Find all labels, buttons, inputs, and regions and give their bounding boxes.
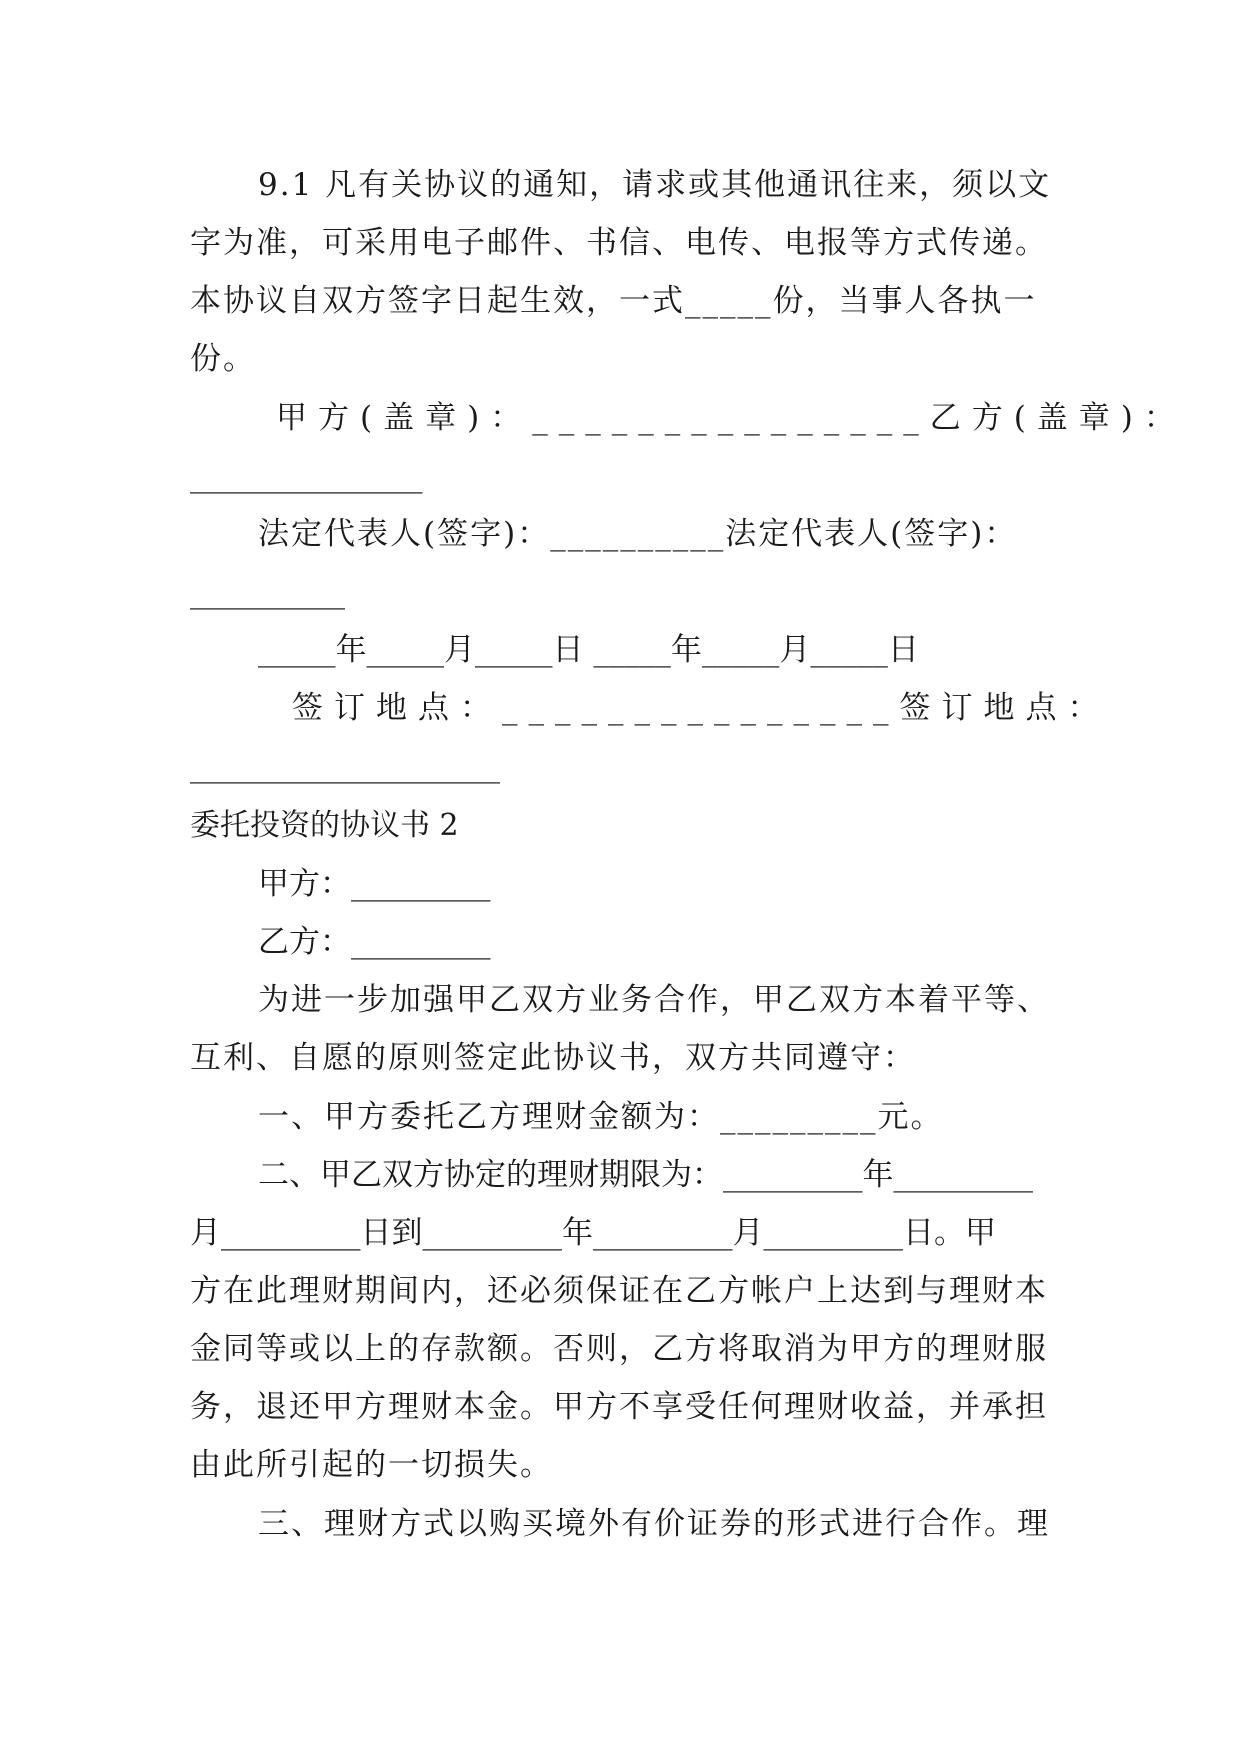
para-9-1-line-4: 份。: [190, 341, 256, 377]
intro-line-1: 为进一步加强甲乙双方业务合作，甲乙双方本着平等、: [258, 982, 1050, 1018]
date-line: _____年_____月_____日 _____年_____月_____日: [258, 632, 919, 668]
clause-1: 一、甲方委托乙方理财金额为：_________元。: [258, 1099, 944, 1135]
party-b-line: 乙方：_________: [258, 924, 491, 960]
clause-2-line-3: 方在此理财期间内，还必须保证在乙方帐户上达到与理财本: [190, 1273, 1048, 1309]
clause-3-line-1: 三、理财方式以购买境外有价证券的形式进行合作。理: [258, 1506, 1050, 1542]
seal-line-continuation: _______________: [190, 458, 423, 494]
para-9-1-line-2: 字为准，可采用电子邮件、书信、电传、电报等方式传递。: [190, 225, 1048, 261]
clause-2-line-1: 二、甲乙双方协定的理财期限为：_________年_________: [258, 1157, 1033, 1193]
para-9-1-line-3: 本协议自双方签字日起生效，一式_____份，当事人各执一: [190, 283, 1037, 319]
clause-2-line-2: 月_________日到_________年_________月_________日。甲: [190, 1215, 996, 1251]
clause-2-line-5: 务，退还甲方理财本金。甲方不享受任何理财收益，并承担: [190, 1389, 1048, 1425]
signing-place-line: 签订地点：_______________签订地点：: [292, 690, 1110, 726]
clause-2-line-4: 金同等或以上的存款额。否则，乙方将取消为甲方的理财服: [190, 1331, 1048, 1367]
intro-line-2: 互利、自愿的原则签定此协议书，双方共同遵守：: [190, 1040, 916, 1076]
signing-place-continuation: ____________________: [190, 748, 500, 784]
para-9-1-line-1: 9.1 凡有关协议的通知，请求或其他通讯往来，须以文: [258, 167, 1052, 203]
representative-line: 法定代表人(签字)：__________法定代表人(签字)：: [258, 516, 1018, 552]
seal-line: 甲方(盖章)：_______________乙方(盖章)：: [276, 400, 1186, 436]
clause-2-line-6: 由此所引起的一切损失。: [190, 1447, 553, 1483]
representative-line-continuation: __________: [190, 574, 345, 610]
document-title: 委托投资的协议书 2: [190, 808, 459, 843]
party-a-line: 甲方：_________: [258, 866, 491, 902]
